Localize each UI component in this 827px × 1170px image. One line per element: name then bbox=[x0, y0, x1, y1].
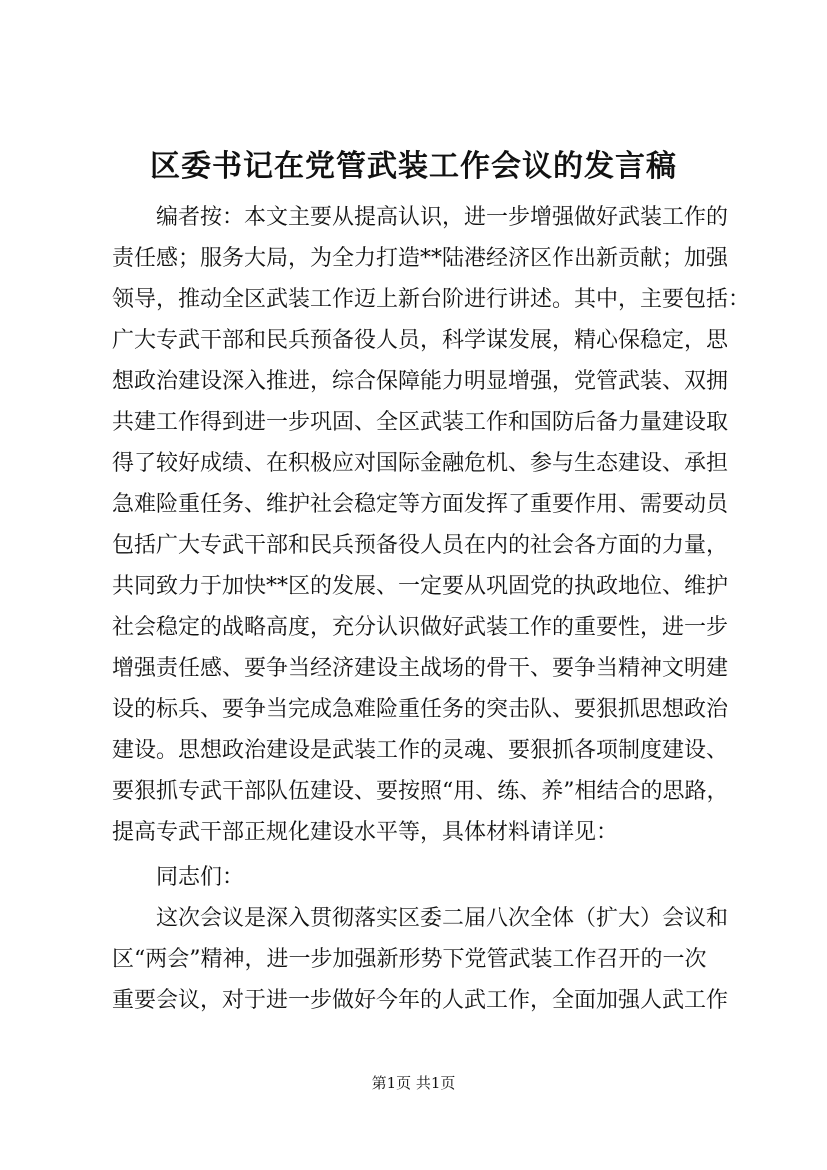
text-line: 责任感；服务大局，为全力打造**陆港经济区作出新贡献；加强 bbox=[112, 246, 729, 271]
text-line: 提高专武干部正规化建设水平等，具体材料请详见： bbox=[112, 820, 619, 845]
text-line: 急难险重任务、维护社会稳定等方面发挥了重要作用、需要动员 bbox=[112, 492, 729, 517]
text-line: 编者按：本文主要从提高认识，进一步增强做好武装工作的 bbox=[112, 205, 729, 230]
text-line: 共建工作得到进一步巩固、全区武装工作和国防后备力量建设取 bbox=[112, 410, 729, 435]
text-line: 包括广大专武干部和民兵预备役人员在内的社会各方面的力量， bbox=[112, 533, 729, 558]
text-line: 要狠抓专武干部队伍建设、要按照“用、练、养”相结合的思路， bbox=[112, 779, 729, 804]
document-body bbox=[112, 197, 751, 1021]
text-line: 社会稳定的战略高度，充分认识做好武装工作的重要性，进一步 bbox=[112, 615, 729, 640]
text-line: 设的标兵、要争当完成急难险重任务的突击队、要狠抓思想政治 bbox=[112, 697, 729, 722]
text-line: 想政治建设深入推进，综合保障能力明显增强，党管武装、双拥 bbox=[112, 369, 729, 394]
document-title: 区委书记在党管武装工作会议的发言稿 bbox=[150, 149, 677, 184]
text-line: 重要会议，对于进一步做好今年的人武工作，全面加强人武工作 bbox=[112, 988, 729, 1013]
text-line: 区“两会”精神，进一步加强新形势下党管武装工作召开的一次 bbox=[112, 947, 707, 972]
text-line: 共同致力于加快**区的发展、一定要从巩固党的执政地位、维护 bbox=[112, 574, 729, 599]
salutation-line: 同志们： bbox=[112, 865, 245, 890]
text-line: 建设。思想政治建设是武装工作的灵魂、要狠抓各项制度建设、 bbox=[112, 738, 729, 763]
text-line: 广大专武干部和民兵预备役人员，科学谋发展，精心保稳定，思 bbox=[112, 328, 729, 353]
text-line: 增强责任感、要争当经济建设主战场的骨干、要争当精神文明建 bbox=[112, 656, 729, 681]
page-number-footer: 第1页 共1页 bbox=[371, 1074, 456, 1092]
text-line: 这次会议是深入贯彻落实区委二届八次全体（扩大）会议和 bbox=[112, 906, 729, 931]
text-line: 得了较好成绩、在积极应对国际金融危机、参与生态建设、承担 bbox=[112, 451, 729, 476]
text-line: 领导，推动全区武装工作迈上新台阶进行讲述。其中，主要包括： bbox=[112, 287, 751, 312]
